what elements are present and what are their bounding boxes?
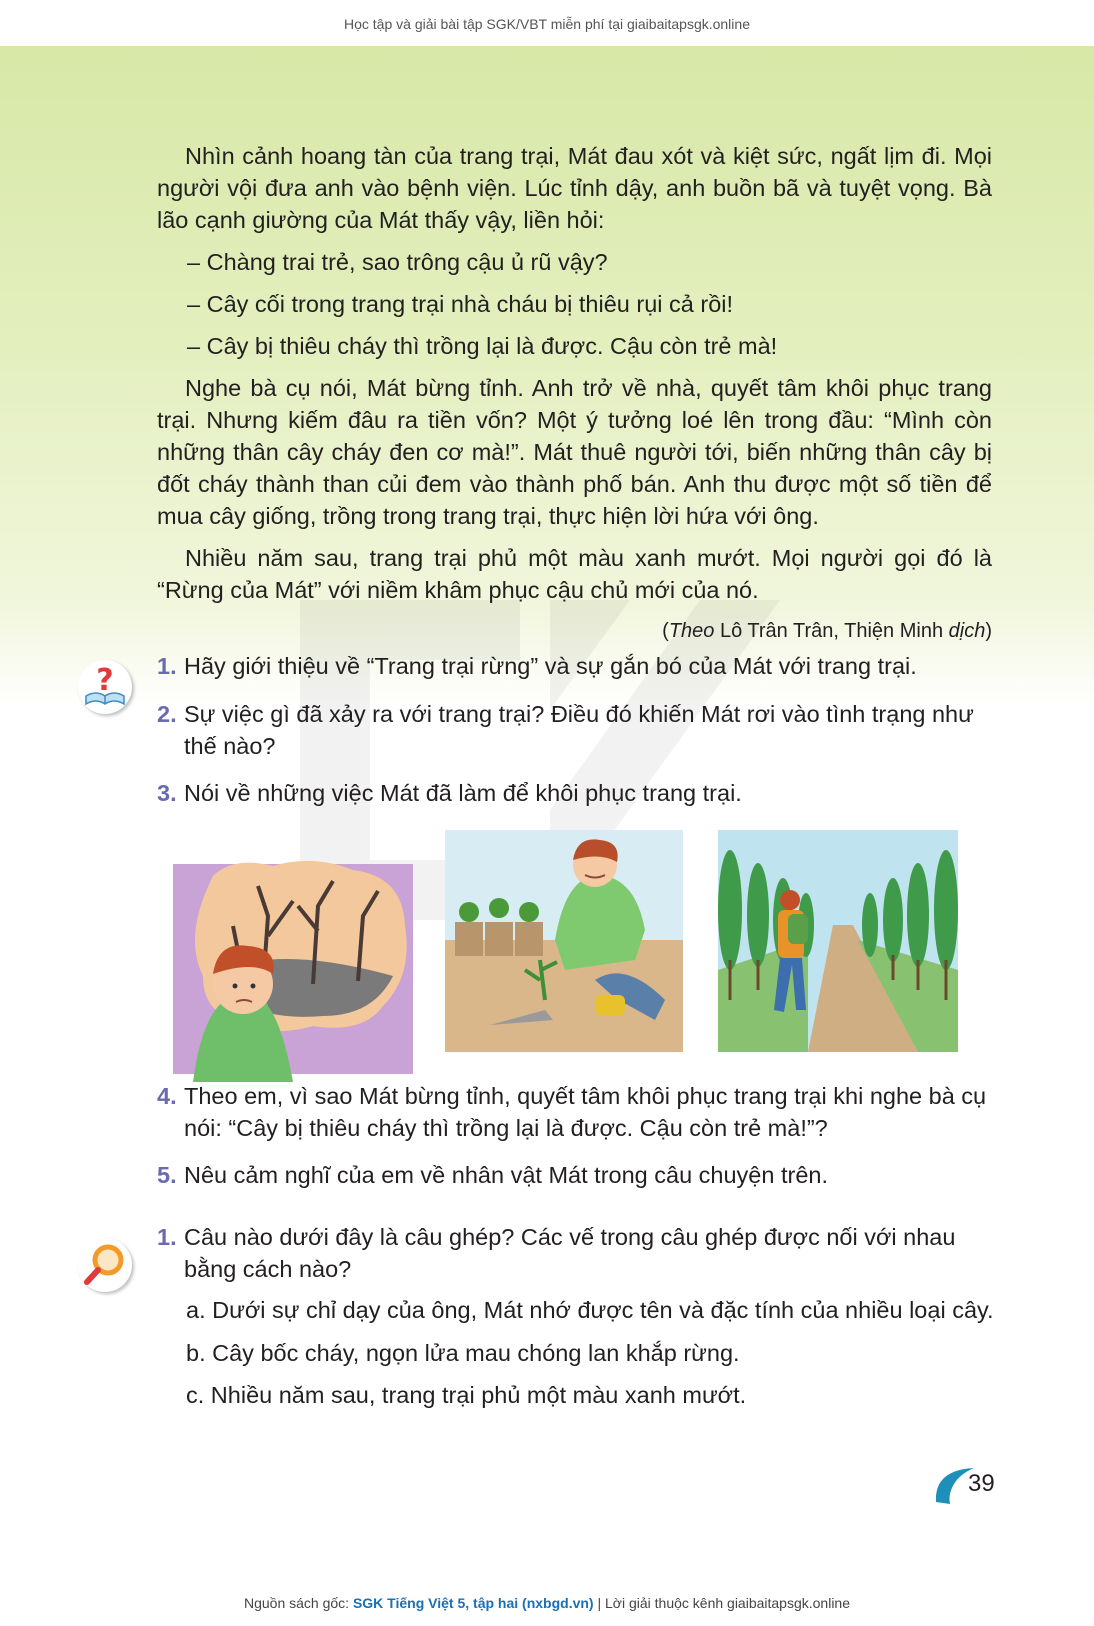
- magnifier-icon: [78, 1238, 132, 1292]
- illustration-green-forest: [718, 830, 958, 1052]
- dialogue-line-2: – Cây cối trong trang trại nhà cháu bị thiêu rụi cả rồi!: [187, 291, 734, 317]
- question-text: Sự việc gì đã xảy ra với trang trại? Điều đó khiến Mát rơi vào tình trạng như thế nào?: [184, 701, 974, 759]
- question-4: [157, 1080, 992, 1144]
- story-paragraph-1: Nhìn cảnh hoang tàn của trang trại, Mát đau xót và kiệt sức, ngất lịm đi. Mọi người vội đưa anh vào bệnh viện. Lúc tỉnh dậy, anh buồn bã và tuyệt vọng. Bà lão cạnh giường của Mát thấy vậy, liền hỏi:: [157, 143, 992, 233]
- question-number: 4.: [157, 1083, 177, 1109]
- source-footer: Nguồn sách gốc: SGK Tiếng Việt 5, tập hai (nxbgd.vn) | Lời giải thuộc kênh giaibaitapsgk.online: [243, 1595, 851, 1611]
- question-book-icon: [78, 660, 132, 714]
- story-text: [157, 140, 992, 606]
- story-paragraph-3: Nhiều năm sau, trang trại phủ một màu xanh mướt. Mọi người gọi đó là “Rừng của Mát” với niềm khâm phục cậu chủ mới của nó.: [157, 545, 992, 603]
- question-1: [157, 650, 992, 682]
- dialogue-line-3: – Cây bị thiêu cháy thì trồng lại là được. Cậu còn trẻ mà!: [187, 333, 778, 359]
- page-number: 39: [968, 1470, 995, 1497]
- source-link[interactable]: SGK Tiếng Việt 5, tập hai (nxbgd.vn): [352, 1595, 594, 1611]
- exercise-item-a: a. Dưới sự chỉ dạy của ông, Mát nhớ được tên và đặc tính của nhiều loại cây.: [186, 1297, 994, 1323]
- exercise-item-c: c. Nhiều năm sau, trang trại phủ một màu xanh mướt.: [186, 1382, 747, 1408]
- question-5: [157, 1159, 992, 1191]
- svg-text:?: ?: [96, 663, 114, 698]
- question-number: 2.: [157, 701, 177, 727]
- site-banner-text: Học tập và giải bài tập SGK/VBT miễn phí tại giaibaitapsgk.online: [344, 16, 750, 32]
- exercise-item-b: b. Cây bốc cháy, ngọn lửa mau chóng lan khắp rừng.: [186, 1340, 740, 1366]
- exercise-1: [157, 1221, 992, 1285]
- question-number: 5.: [157, 1162, 177, 1188]
- question-text: Nêu cảm nghĩ của em về nhân vật Mát trong câu chuyện trên.: [184, 1162, 829, 1188]
- question-3: [157, 777, 992, 809]
- question-text: Theo em, vì sao Mát bừng tỉnh, quyết tâm khôi phục trang trại khi nghe bà cụ nói: “Cây bị thiêu cháy thì trồng lại là được. Cậu còn trẻ mà!”?: [184, 1083, 987, 1141]
- question-number: 1.: [157, 653, 177, 679]
- question-number: 3.: [157, 780, 177, 806]
- story-attribution: (Theo Lô Trân Trân, Thiện Minh dịch): [662, 620, 992, 642]
- illustration-burnt-farm: [173, 856, 413, 1082]
- exercise-number: 1.: [157, 1224, 177, 1250]
- story-paragraph-2: Nghe bà cụ nói, Mát bừng tỉnh. Anh trở về nhà, quyết tâm khôi phục trang trại. Nhưng kiếm đâu ra tiền vốn? Một ý tưởng loé lên trong đầu: “Mình còn những thân cây cháy đen cơ mà!”. Mát thuê người tới, biến những thân cây bị đốt cháy thành than củi đem vào thành phố bán. Anh thu được một số tiền để mua cây giống, trồng trong trang trại, thực hiện lời hứa với ông.: [157, 375, 992, 529]
- question-text: Hãy giới thiệu về “Trang trại rừng” và sự gắn bó của Mát với trang trại.: [184, 653, 917, 679]
- question-text: Nói về những việc Mát đã làm để khôi phục trang trại.: [184, 780, 742, 806]
- illustration-planting: [445, 830, 683, 1052]
- site-banner: [0, 0, 1094, 46]
- exercise-text: Câu nào dưới đây là câu ghép? Các vế trong câu ghép được nối với nhau bằng cách nào?: [184, 1224, 956, 1282]
- question-2: [157, 698, 992, 762]
- dialogue-line-1: – Chàng trai trẻ, sao trông cậu ủ rũ vậy?: [187, 249, 608, 275]
- page-number-badge: [930, 1460, 1010, 1510]
